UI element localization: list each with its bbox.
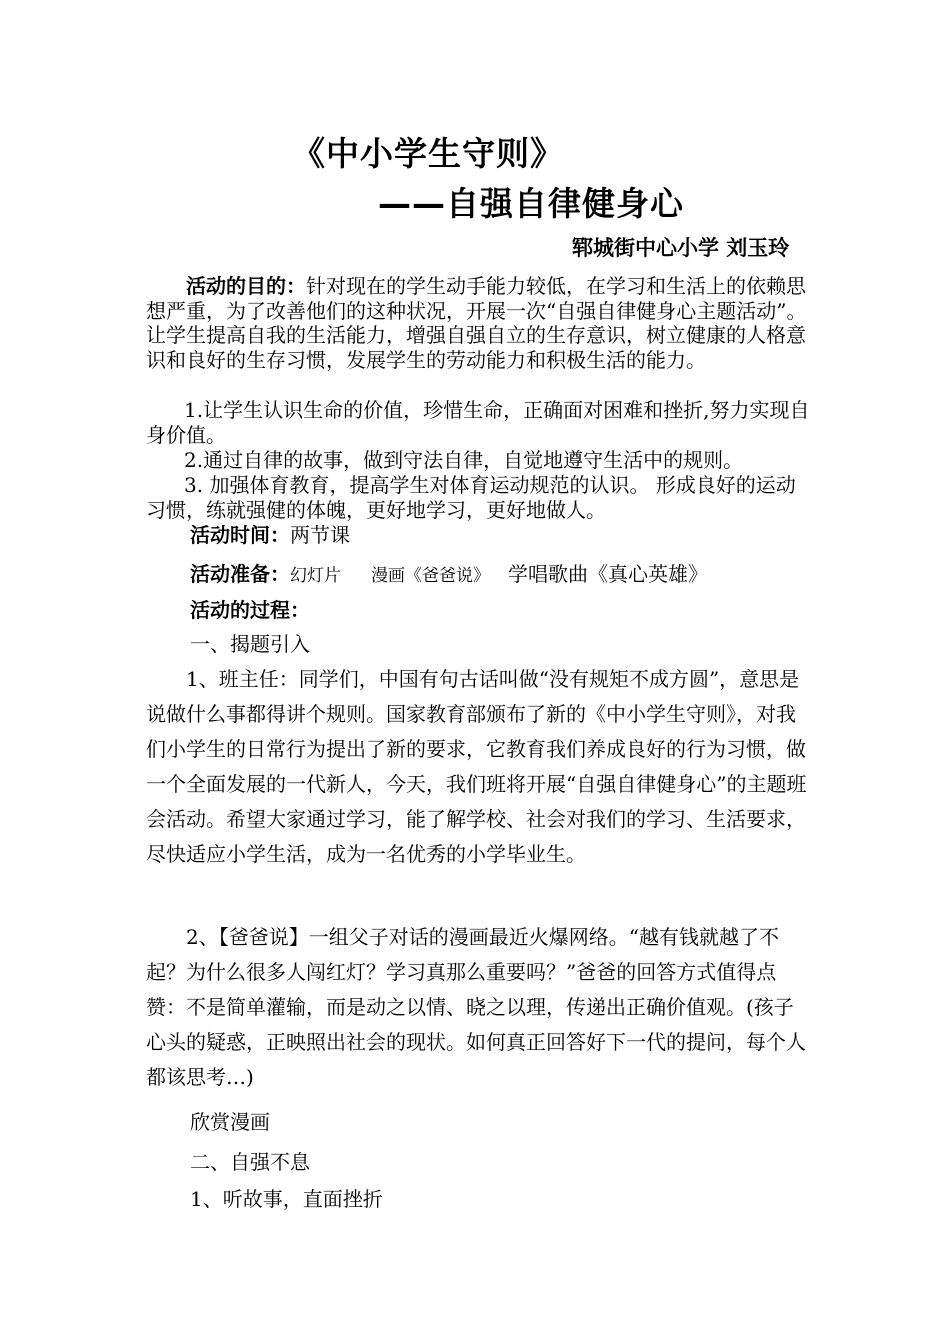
process-label: 活动的过程：: [190, 598, 310, 622]
activity-time: [190, 523, 350, 548]
story-item: 1、听故事，直面挫折: [190, 1187, 383, 1211]
activity-time-value: 两节课: [290, 523, 350, 547]
purpose-text: 针对现在的学生动手能力较低，在学习和生活上的依赖思想严重，为了改善他们的这种状况，开展一次“自强自律健身心主题活动”。让学生提高自我的生活能力，增强自强自立的生存意识，树立健康的人格意识和良好的生存习惯，发展学生的劳动能力和积极生活的能力。: [146, 274, 807, 372]
prep-item-comic: 漫画《爸爸说》: [371, 566, 490, 586]
purpose-label: 活动的目的：: [186, 274, 306, 298]
purpose-paragraph: [146, 274, 810, 372]
goal-item-3: 3. 加强体育教育，提高学生对体育运动规范的认识。 形成良好的运动习惯，练就强健的体魄，更好地学习，更好地做人。: [146, 473, 796, 522]
document-title: 《中小学生守则》: [292, 134, 564, 173]
prep-item-slides: 幻灯片: [290, 566, 341, 586]
author-line: 郓城街中心小学 刘玉玲: [572, 236, 790, 260]
intro-paragraph: 1、班主任：同学们，中国有句古话叫做“没有规矩不成方圆”，意思是说做什么事都得讲个规则。国家教育部颁布了新的《中小学生守则》，对我们小学生的日常行为提出了新的要求，它教育我们养成良好的行为习惯，做一个全面发展的一代新人，今天，我们班将开展“自强自律健身心”的主题班会活动。希望大家通过学习，能了解学校、社会对我们的学习、生活要求，尽快适应小学生活，成为一名优秀的小学毕业生。: [146, 667, 807, 866]
section-heading-intro: 一、揭题引入: [190, 632, 310, 656]
section-heading-self-strength: 二、自强不息: [190, 1150, 310, 1174]
activity-prep-label: 活动准备：: [190, 562, 290, 586]
activity-prep: [190, 560, 708, 590]
appreciate-comic: 欣赏漫画: [190, 1110, 270, 1134]
comic-paragraph: 2、【爸爸说】一组父子对话的漫画最近火爆网络。“越有钱就越了不起？为什么很多人闯红灯？学习真那么重要吗？”爸爸的回答方式值得点赞：不是简单灌输，而是动之以情、晓之以理，传递出正确价值观。(孩子心头的疑惑，正映照出社会的现状。如何真正回答好下一代的提问，每个人都该思考…): [146, 925, 806, 1089]
activity-time-label: 活动时间：: [190, 523, 290, 547]
prep-item-song: 学唱歌曲《真心英雄》: [508, 562, 708, 586]
goal-item-1: 1.让学生认识生命的价值，珍惜生命，正确面对困难和挫折,努力实现自身价值。: [146, 398, 810, 447]
document-subtitle: ——自强自律健身心: [378, 184, 684, 223]
goal-item-2: 2.通过自律的故事，做到守法自律，自觉地遵守生活中的规则。: [184, 448, 744, 472]
